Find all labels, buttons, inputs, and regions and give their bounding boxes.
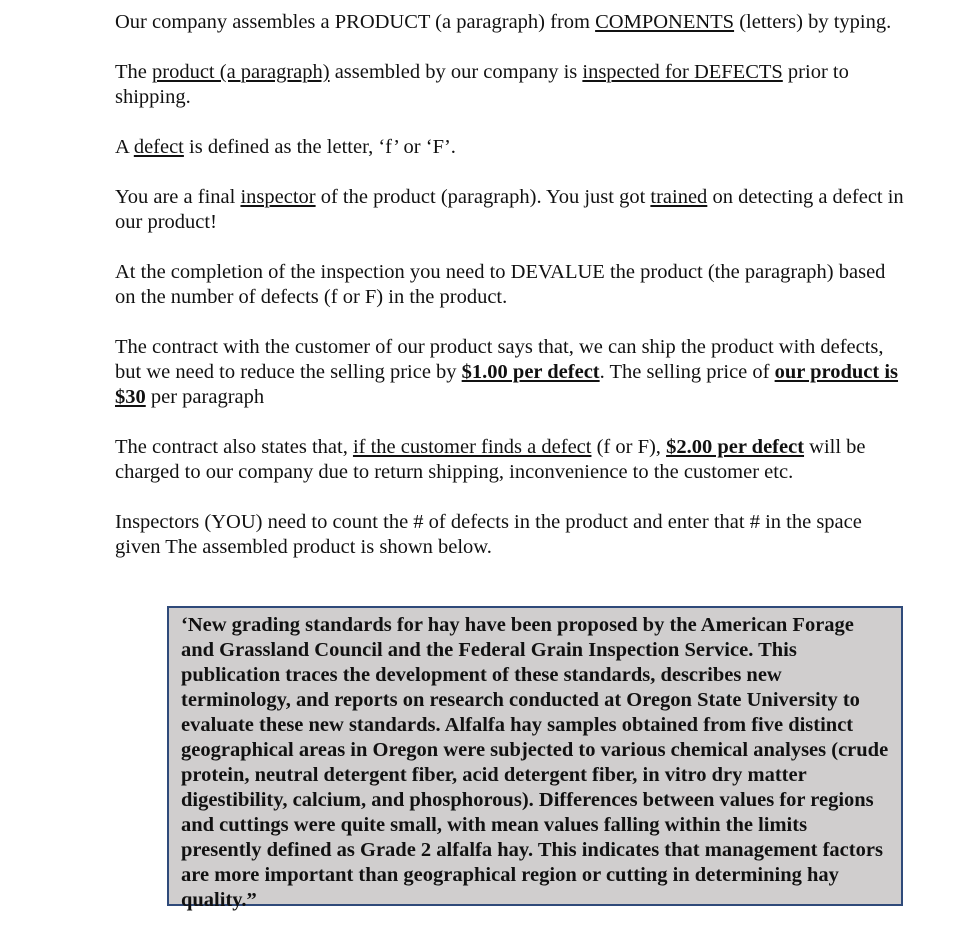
selling-price: our product is $30	[115, 361, 899, 408]
paragraph-intro: Our company assembles a PRODUCT (a paragraph) from COMPONENTS (letters) by typing.	[115, 11, 892, 33]
paragraph-inspection: The product (a paragraph) assembled by our company is inspected for DEFECTS prior to shipping.	[115, 61, 849, 108]
product-paragraph-box	[167, 606, 903, 911]
instructions-document	[115, 10, 905, 585]
paragraph-defect-definition: A defect is defined as the letter, ‘f’ or ‘F’.	[115, 136, 456, 158]
components-underlined: COMPONENTS	[595, 11, 735, 33]
inspector-underlined: inspector	[240, 186, 316, 208]
paragraph-inspector-role: You are a final inspector of the product (paragraph). You just got trained on detecting a defect in our product!	[115, 186, 904, 233]
customer-finds-underlined: if the customer finds a defect	[352, 436, 592, 458]
paragraph-contract-price: The contract with the customer of our product says that, we can ship the product with defects, but we need to reduce the selling price by $1.00 per defect. The selling price of our product is $30 per paragraph	[115, 336, 899, 408]
penalty-per-defect: $2.00 per defect	[666, 436, 805, 458]
paragraph-count-instructions: Inspectors (YOU) need to count the # of defects in the product and enter that # in the space given The assembled product is shown below.	[115, 511, 862, 558]
paragraph-devalue: At the completion of the inspection you need to DEVALUE the product (the paragraph) based on the number of defects (f or F) in the product.	[115, 261, 886, 308]
paragraph-contract-penalty: The contract also states that, if the customer finds a defect (f or F), $2.00 per defect will be charged to our company due to return shipping, inconvenience to the customer etc.	[115, 436, 866, 483]
inspected-underlined: inspected for DEFECTS	[582, 61, 783, 83]
defect-underlined: defect	[133, 136, 184, 158]
product-paragraph-text: ‘New grading standards for hay have been proposed by the American Forage and Grassland Council and the Federal Grain Inspection Service. This publication traces the development of these standards, describes new terminology, and reports on research conducted at Oregon State University to evaluate these new standards. Alfalfa hay samples obtained from five distinct geographical areas in Oregon were subjected to various chemical analyses (crude protein, neutral detergent fiber, acid detergent fiber, in vitro dry matter digestibility, calcium, and phosphorous). Differences between values for regions and cuttings were quite small, with mean values falling within the limits presently defined as Grade 2 alfalfa hay. This indicates that management factors are more important than geographical region or cutting in determining hay quality.”	[181, 614, 889, 911]
product-underlined: product (a paragraph)	[152, 61, 330, 83]
price-per-defect: $1.00 per defect	[461, 361, 600, 383]
trained-underlined: trained	[650, 186, 708, 208]
